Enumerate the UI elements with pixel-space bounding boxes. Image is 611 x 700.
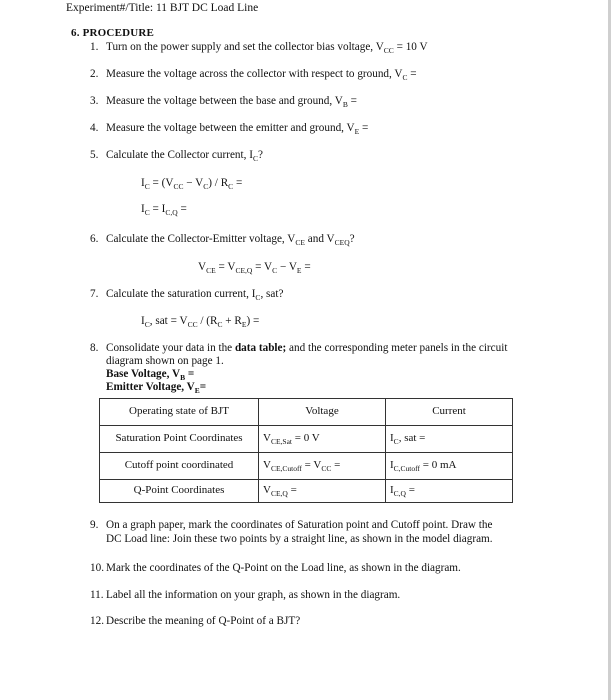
step-text: Measure the voltage across the collector with respect to ground, V [106,68,403,80]
step-tail: ? [349,233,355,245]
step-number: 8. [90,342,99,354]
step-tail: = [347,95,357,107]
table-row [100,453,513,480]
step-6: 6. Calculate the Collector-Emitter voltage, $V_{CE}$ and $V_{CEQ}$? [90,233,355,247]
step-3 [90,94,560,108]
step-tail: , sat? [260,288,284,300]
formula-sat-current: $I_C$, sat = $V_{CC} / (R_C + R_E)$ = [141,315,260,329]
step-1 [90,40,560,54]
step-number: 7. [90,288,99,300]
subscript: CE [295,238,305,247]
step-number: 10. [90,562,104,574]
step-tail: = [359,122,369,134]
step-5 [90,148,560,162]
state-cell: Q-Point Coordinates [100,480,259,503]
current-cell[interactable]: $I_{C,Cutoff} = 0$ mA [386,453,513,480]
step-text: Measure the voltage between the emitter and ground, V [106,122,355,134]
step-8: 8. Consolidate your data in the data table; and the corresponding meter panels in the circuit [90,342,508,354]
step-number: 3. [90,95,99,107]
step-8-line2: diagram shown on page 1. [106,355,224,367]
subscript: E [354,127,360,136]
step-text: Calculate the saturation current, I [106,288,256,300]
step-4 [90,121,560,135]
formula-collector-current: $I_C = (V_{CC} - V_C) / R_C$ = [141,177,243,191]
step-text: Describe the meaning of Q-Point of a BJT? [106,615,301,627]
subscript: CEQ [334,238,350,247]
step-12 [90,614,560,628]
current-cell[interactable]: $I_C$, sat = [386,426,513,453]
state-cell: Saturation Point Coordinates [100,426,259,453]
state-cell: Cutoff point coordinated [100,453,259,480]
step-tail: ? [257,149,263,161]
step-number: 11. [90,589,104,601]
step-tail: = [407,68,417,80]
step-text: Measure the voltage between the base and ground, V [106,95,343,107]
step-tail: = 10 V [393,41,428,53]
step-7 [90,287,560,301]
table-row [100,426,513,453]
header-operating-state: Operating state of BJT [100,399,259,426]
step-text: Turn on the power supply and set the collector bias voltage, V [106,41,384,53]
header-current: Current [386,399,513,426]
voltage-cell[interactable]: $V_{CE,Sat} = 0$ V [259,426,386,453]
step-number: 9. [90,519,99,531]
emitter-voltage-label: Emitter Voltage, $V_E=$ [106,381,207,395]
current-cell[interactable]: $I_{C,Q}$ = [386,480,513,503]
voltage-cell[interactable]: $V_{CE,Q}$ = [259,480,386,503]
data-table [99,398,513,503]
table-header-row [100,399,513,426]
step-text: Label all the information on your graph, as shown in the diagram. [106,589,401,601]
step-number: 6. [90,233,99,245]
step-number: 2. [90,68,99,80]
step-number: 5. [90,149,99,161]
experiment-title: Experiment#/Title: 11 BJT DC Load Line [66,2,259,14]
header-voltage: Voltage [259,399,386,426]
voltage-cell[interactable]: $V_{CE,Cutoff} = V_{CC}$ = [259,453,386,480]
table-row [100,480,513,503]
subscript: B [342,100,348,109]
step-text: Calculate the Collector current, I [106,149,253,161]
step-number: 1. [90,41,99,53]
subscript: C [255,293,261,302]
step-2 [90,67,560,81]
step-text: Mark the coordinates of the Q-Point on the Load line, as shown in the diagram. [106,562,461,574]
section-heading: 6. PROCEDURE [71,27,155,39]
step-9-line2: DC Load line: Join these two points by a straight line, as shown in the model diagram. [106,533,493,545]
subscript: C [252,154,258,163]
step-number: 12. [90,615,104,627]
data-table-emphasis: data table; [234,342,287,354]
subscript: CC [383,46,394,55]
step-text: On a graph paper, mark the coordinates of Saturation point and Cutoff point. Draw the [106,519,493,531]
step-number: 4. [90,122,99,134]
step-text: Calculate the Collector-Emitter voltage, V [106,233,296,245]
step-11 [90,588,560,602]
base-voltage-label: Base Voltage, $V_B$ = [106,368,195,382]
step-9 [90,518,560,532]
formula-vce: $V_{CE} = V_{CE,Q} = V_C - V_E$ = [198,261,311,275]
subscript: C [402,73,408,82]
formula-q-current: $I_C = I_{C,Q}$ = [141,203,187,217]
step-10 [90,561,560,575]
